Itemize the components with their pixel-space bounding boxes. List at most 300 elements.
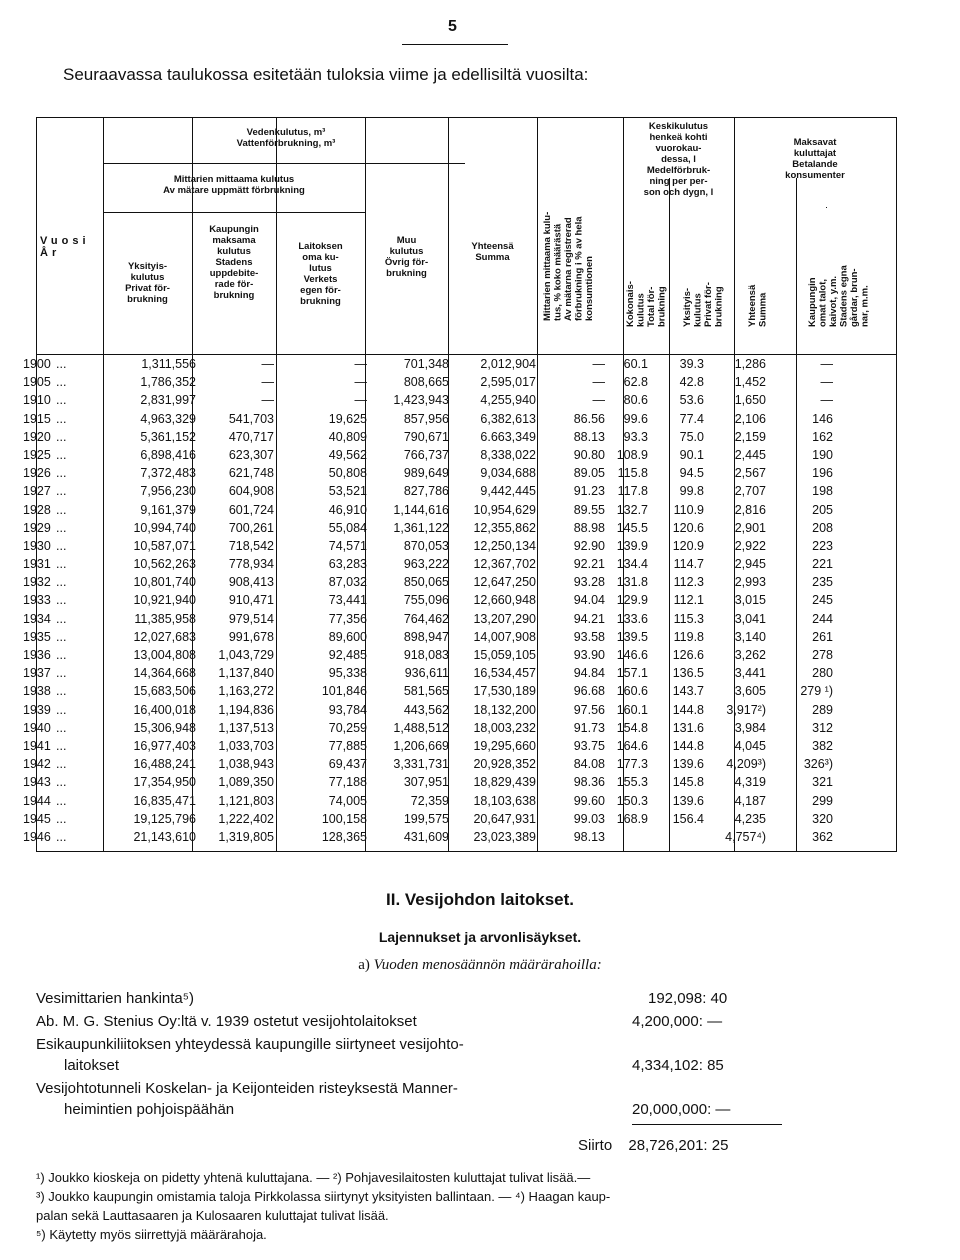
cell-col-6: —	[592, 375, 605, 390]
leader-dots: ...	[56, 429, 67, 444]
cell-col-8: 77.4	[679, 411, 704, 426]
cell-col-1: 10,994,740	[133, 520, 196, 535]
cell-year: 1932	[23, 575, 51, 590]
cell-col-3: 49,562	[328, 447, 367, 462]
leader-dots: ...	[56, 411, 67, 426]
cell-col-1: 16,400,018	[133, 702, 196, 717]
siirto-line	[578, 1137, 728, 1154]
cell-col-4: 199,575	[403, 811, 449, 826]
cell-col-5: 18,829,439	[473, 775, 536, 790]
cell-col-1: 1,311,556	[141, 357, 196, 371]
cell-col-10: 208	[812, 520, 833, 535]
item-amount-3: 4,334,102: 85	[632, 1057, 724, 1074]
cell-col-4: 764,462	[403, 611, 449, 626]
cell-col-2: 1,089,350	[218, 775, 274, 790]
cell-col-3: 93,784	[328, 702, 367, 717]
cell-col-3: —	[354, 375, 367, 390]
cell-col-3: 50,808	[328, 466, 367, 481]
header-maksavat: Maksavat kuluttajat Betalande konsumenter	[785, 137, 845, 181]
table-row	[23, 611, 896, 629]
cell-col-5: 17,530,189	[473, 684, 536, 699]
cell-col-4: 3,331,731	[393, 757, 449, 772]
cell-col-3: —	[354, 357, 367, 371]
table-row	[23, 465, 896, 483]
leader-dots: ...	[56, 666, 67, 681]
cell-year: 1925	[23, 447, 51, 462]
cell-col-3: 101,846	[321, 684, 367, 699]
cell-col-5: 20,928,352	[473, 757, 536, 772]
cell-col-10: —	[820, 393, 833, 408]
cell-col-7: 177.3	[616, 757, 648, 772]
cell-col-8: 144.8	[672, 702, 704, 717]
cell-col-3: 74,571	[328, 538, 367, 553]
cell-year: 1900	[23, 357, 51, 371]
table-row	[23, 483, 896, 501]
cell-col-8: 156.4	[672, 811, 704, 826]
leader-dots: ...	[56, 375, 67, 390]
header-yhteensa2: Yhteensä Summa	[747, 284, 769, 327]
cell-col-8: 112.3	[673, 575, 704, 590]
cell-col-3: 74,005	[328, 793, 367, 808]
section-subtitle: Lajennukset ja arvonlisäykset.	[378, 929, 582, 945]
header-kaupungin-talot: Kaupungin omat talot, kaivot, y.m. Stadens egna gårdar, brun- nar, m.m.	[807, 265, 871, 327]
cell-col-7: 134.4	[616, 557, 648, 572]
cell-col-7: 164.6	[616, 738, 648, 753]
cell-col-7: 129.9	[616, 593, 648, 608]
leader-dots: ...	[56, 575, 67, 590]
cell-col-7: 117.8	[617, 484, 648, 499]
cell-col-5: 12,367,702	[473, 557, 536, 572]
cell-col-4: 1,423,943	[393, 393, 449, 408]
cell-col-9: 2,922	[734, 538, 766, 553]
header-yksityis: Yksityis- kulutus Privat för- brukning	[125, 261, 170, 305]
cell-col-9: 2,159	[734, 429, 766, 444]
header-mittaam-pct: Mittarien mittaama kulu- tus, % koko määrästä Av mätarna registrerad förbrukning i % av hela konsumtionen	[542, 211, 595, 321]
cell-col-4: 307,951	[403, 775, 449, 790]
cell-col-6: —	[592, 357, 605, 371]
cell-col-6: 99.60	[573, 793, 605, 808]
cell-col-3: 95,338	[328, 666, 367, 681]
cell-col-10: 362	[812, 829, 833, 844]
leader-dots: ...	[56, 593, 67, 608]
cell-col-3: 92,485	[328, 648, 367, 662]
cell-col-6: 94.21	[573, 611, 605, 626]
cell-col-10: 196	[812, 466, 833, 481]
cell-col-10: 382	[812, 738, 833, 753]
cell-year: 1927	[23, 484, 51, 499]
page-number: 5	[448, 18, 457, 35]
item-label-1: Vesimittarien hankinta⁵)	[36, 990, 194, 1007]
cell-col-2: 1,137,840	[218, 666, 274, 681]
cell-col-10: 326³)	[803, 757, 833, 772]
cell-col-7: 60.1	[623, 357, 648, 371]
cell-col-5: 2,595,017	[480, 375, 536, 390]
cell-col-2: 700,261	[228, 520, 274, 535]
cell-col-6: —	[592, 393, 605, 408]
cell-col-2: 1,194,836	[218, 702, 274, 717]
cell-col-1: 10,801,740	[133, 575, 196, 590]
cell-col-9: 2,945	[734, 557, 766, 572]
cell-col-10: 235	[812, 575, 833, 590]
cell-col-7: 146.6	[616, 648, 648, 662]
cell-col-5: 18,132,200	[473, 702, 536, 717]
cell-col-9: 2,567	[734, 466, 766, 481]
cell-col-8: 139.6	[672, 793, 704, 808]
cell-col-2: 991,678	[228, 629, 274, 644]
header-muu: Muu kulutus Övrig för- brukning	[384, 235, 429, 279]
cell-col-7: 131.8	[616, 575, 648, 590]
table-row	[23, 793, 896, 811]
section-title: II. Vesijohdon laitokset.	[386, 890, 574, 909]
cell-col-3: 40,809	[328, 429, 367, 444]
cell-col-4: 936,611	[404, 666, 449, 681]
leader-dots: ...	[56, 648, 67, 662]
leader-dots: ...	[56, 738, 67, 753]
cell-col-10: 244	[812, 611, 833, 626]
siirto-label: Siirto	[578, 1137, 613, 1154]
cell-col-5: 6.663,349	[480, 429, 536, 444]
table-row	[23, 520, 896, 538]
cell-col-9: 1,286	[734, 357, 766, 371]
cell-col-10: 223	[812, 538, 833, 553]
leader-dots: ...	[56, 357, 67, 371]
cell-col-1: 7,956,230	[140, 484, 196, 499]
cell-col-8: 144.8	[672, 738, 704, 753]
cell-col-2: 1,137,513	[218, 720, 274, 735]
cell-year: 1930	[23, 538, 51, 553]
table-row	[23, 647, 896, 665]
cell-col-1: 17,354,950	[133, 775, 196, 790]
cell-col-7: 99.6	[623, 411, 648, 426]
cell-col-1: 1,786,352	[140, 375, 196, 390]
cell-col-5: 23,023,389	[473, 829, 536, 844]
cell-col-7: 62.8	[623, 375, 648, 390]
header-laitoksen: Laitoksen oma ku- lutus Verkets egen för- brukning	[298, 241, 343, 307]
cell-col-9: 2,707	[734, 484, 766, 499]
cell-col-5: 19,295,660	[473, 738, 536, 753]
cell-col-4: 1,144,616	[393, 502, 449, 517]
cell-col-7: 160.1	[616, 702, 648, 717]
cell-col-5: 14,007,908	[473, 629, 536, 644]
cell-col-2: —	[261, 375, 274, 390]
cell-col-9: 3,140	[734, 629, 766, 644]
cell-col-8: 145.8	[672, 775, 704, 790]
leader-dots: ...	[56, 629, 67, 644]
leader-dots: ...	[56, 466, 67, 481]
cell-col-2: 470,717	[228, 429, 274, 444]
cell-col-3: 77,356	[328, 611, 367, 626]
cell-year: 1931	[23, 557, 51, 572]
cell-col-6: 93.90	[573, 648, 605, 662]
cell-col-10: 162	[812, 429, 833, 444]
cell-col-3: 70,259	[328, 720, 367, 735]
cell-year: 1936	[23, 648, 51, 662]
cell-col-4: 870,053	[403, 538, 449, 553]
leader-dots: ...	[56, 393, 67, 408]
cell-col-2: 718,542	[228, 538, 274, 553]
table-body	[23, 356, 896, 847]
cell-col-8: 94.5	[679, 466, 704, 481]
table-row	[23, 592, 896, 610]
cell-col-4: 963,222	[403, 557, 449, 572]
cell-col-2: 979,514	[228, 611, 274, 626]
cell-col-3: 63,283	[328, 557, 367, 572]
cell-col-10: 245	[812, 593, 833, 608]
cell-col-9: 3,262	[734, 648, 766, 662]
cell-col-8: 114.7	[673, 557, 704, 572]
cell-col-2: —	[261, 393, 274, 408]
cell-col-9: 3,917²)	[726, 702, 766, 717]
cell-col-3: 55,084	[328, 520, 367, 535]
table-row	[23, 702, 896, 720]
cell-col-7: 150.3	[616, 793, 648, 808]
cell-col-1: 16,835,471	[133, 793, 196, 808]
cell-col-2: 623,307	[228, 447, 274, 462]
cell-year: 1945	[23, 811, 51, 826]
leader-dots: ...	[56, 684, 67, 699]
table-row	[23, 774, 896, 792]
cell-col-5: 4,255,940	[480, 393, 536, 408]
cell-col-10: 221	[812, 557, 833, 572]
cell-col-7: 155.3	[616, 775, 648, 790]
cell-col-3: 19,625	[328, 411, 367, 426]
cell-col-8: 136.5	[672, 666, 704, 681]
header-mittarien: Mittarien mittaama kulutus Av mätare uppmätt förbrukning	[163, 174, 305, 196]
cell-col-2: 1,043,729	[218, 648, 274, 662]
cell-col-2: —	[261, 357, 274, 371]
cell-col-7: 115.8	[617, 466, 648, 481]
table-row	[23, 411, 896, 429]
cell-col-3: 69,437	[328, 757, 367, 772]
cell-col-5: 15,059,105	[473, 648, 536, 662]
cell-col-9: 2,993	[734, 575, 766, 590]
section-subheading	[0, 957, 960, 974]
cell-col-3: 128,365	[321, 829, 367, 844]
cell-col-5: 9,034,688	[480, 466, 536, 481]
cell-col-4: 443,562	[403, 702, 449, 717]
cell-col-4: 827,786	[403, 484, 449, 499]
cell-col-5: 18,103,638	[473, 793, 536, 808]
item-amount-2: 4,200,000: —	[632, 1013, 723, 1030]
table-row	[23, 392, 896, 410]
cell-col-4: 431,609	[403, 829, 449, 844]
cell-col-5: 10,954,629	[473, 502, 536, 517]
cell-col-7: 133.6	[616, 611, 648, 626]
cell-col-10: 320	[812, 811, 833, 826]
cell-col-6: 88.13	[573, 429, 605, 444]
cell-col-8: 131.6	[672, 720, 704, 735]
header-keskikulutus: Keskikulutus henkeä kohti vuorokau- dessa, l Medelförbruk- ning per per- son och dygn, l	[643, 121, 714, 198]
cell-col-4: 766,737	[403, 447, 449, 462]
cell-col-8: 42.8	[679, 375, 704, 390]
table-row	[23, 756, 896, 774]
cell-col-9: 3,015	[734, 593, 766, 608]
cell-col-4: 918,083	[403, 648, 449, 662]
cell-col-10: 261	[812, 629, 833, 644]
cell-col-10: 205	[812, 502, 833, 517]
cell-year: 1938	[23, 684, 51, 699]
cell-year: 1933	[23, 593, 51, 608]
cell-col-5: 9,442,445	[480, 484, 536, 499]
cell-col-3: 87,032	[328, 575, 367, 590]
cell-col-6: 84.08	[573, 757, 605, 772]
cell-col-1: 15,683,506	[133, 684, 196, 699]
cell-col-9: 4,319	[734, 775, 766, 790]
cell-col-1: 21,143,610	[133, 829, 196, 844]
cell-col-9: 1,650	[734, 393, 766, 408]
cell-col-10: 198	[812, 484, 833, 499]
cell-col-4: 790,671	[403, 429, 449, 444]
cell-col-1: 15,306,948	[133, 720, 196, 735]
item-label-2: Ab. M. G. Stenius Oy:ltä v. 1939 ostetut vesijohtolaitokset	[36, 1013, 417, 1030]
cell-col-9: 2,901	[734, 520, 766, 535]
cell-col-1: 5,361,152	[140, 429, 196, 444]
cell-col-4: 755,096	[403, 593, 449, 608]
cell-col-9: 2,816	[734, 502, 766, 517]
leader-dots: ...	[56, 811, 67, 826]
table-row	[23, 502, 896, 520]
cell-col-9: 4,187	[734, 793, 766, 808]
footnote-1: ¹) Joukko kioskeja on pidetty yhtenä kuluttajana. — ²) Pohjavesilaitosten kuluttajat tulivat lisää.—	[36, 1170, 591, 1185]
cell-col-8: 75.0	[679, 429, 704, 444]
cell-col-2: 621,748	[228, 466, 274, 481]
cell-col-6: 94.04	[573, 593, 605, 608]
cell-col-5: 16,534,457	[473, 666, 536, 681]
cell-col-8: 120.9	[672, 538, 704, 553]
header-yhteensa: Yhteensä Summa	[471, 241, 514, 263]
table-row	[23, 538, 896, 556]
cell-col-7: 132.7	[616, 502, 648, 517]
cell-col-9: 4,045	[734, 738, 766, 753]
cell-col-9: 3,984	[734, 720, 766, 735]
cell-col-2: 1,038,943	[218, 757, 274, 772]
cell-col-10: 299	[812, 793, 833, 808]
cell-col-6: 89.55	[573, 502, 605, 517]
table-row	[23, 738, 896, 756]
cell-col-3: 77,885	[328, 738, 367, 753]
cell-col-8: 90.1	[679, 447, 704, 462]
leader-dots: ...	[56, 702, 67, 717]
cell-col-5: 18,003,232	[473, 720, 536, 735]
leader-dots: ...	[56, 775, 67, 790]
table-row	[23, 665, 896, 683]
cell-col-7: 160.6	[616, 684, 648, 699]
cell-col-6: 86.56	[573, 411, 605, 426]
cell-col-5: 8,338,022	[480, 447, 536, 462]
leader-dots: ...	[56, 611, 67, 626]
cell-year: 1939	[23, 702, 51, 717]
cell-col-6: 98.13	[573, 829, 605, 844]
cell-col-2: 1,319,805	[218, 829, 274, 844]
table-row	[23, 556, 896, 574]
cell-col-7: 80.6	[623, 393, 648, 408]
cell-col-6: 94.84	[573, 666, 605, 681]
cell-col-1: 2,831,997	[140, 393, 196, 408]
item-label-4b: heimintien pohjoispäähän	[64, 1101, 235, 1118]
subheading-prefix: a)	[358, 957, 370, 973]
cell-col-5: 13,207,290	[473, 611, 536, 626]
cell-col-9: 4,235	[734, 811, 766, 826]
cell-col-3: 46,910	[328, 502, 367, 517]
item-label-3: Esikaupunkiliitoksen yhteydessä kaupungille siirtyneet vesijohto-	[36, 1036, 464, 1053]
cell-col-5: 12,660,948	[473, 593, 536, 608]
leader-dots: ...	[56, 484, 67, 499]
cell-col-8: 112.1	[673, 593, 704, 608]
water-consumption-table	[23, 117, 896, 852]
cell-col-7: 154.8	[616, 720, 648, 735]
cell-col-2: 1,121,803	[218, 793, 274, 808]
cell-col-7: 145.5	[616, 520, 648, 535]
cell-col-1: 14,364,668	[133, 666, 196, 681]
cell-col-4: 1,488,512	[393, 720, 449, 735]
cell-col-1: 10,587,071	[133, 538, 196, 553]
cell-col-5: 20,647,931	[473, 811, 536, 826]
cell-year: 1937	[23, 666, 51, 681]
item-label-3b: laitokset	[64, 1057, 120, 1074]
cell-col-7: 168.9	[616, 811, 648, 826]
cell-col-4: 581,565	[403, 684, 449, 699]
cell-col-10: 146	[812, 411, 833, 426]
cell-col-5: 12,250,134	[473, 538, 536, 553]
cell-col-1: 4,963,329	[140, 411, 196, 426]
cell-col-1: 11,385,958	[134, 611, 196, 626]
cell-col-6: 88.98	[573, 520, 605, 535]
cell-col-6: 97.56	[573, 702, 605, 717]
cell-year: 1926	[23, 466, 51, 481]
cell-col-6: 92.90	[573, 538, 605, 553]
cell-col-2: 1,222,402	[218, 811, 274, 826]
cell-col-6: 96.68	[573, 684, 605, 699]
leader-dots: ...	[56, 720, 67, 735]
leader-dots: ...	[56, 520, 67, 535]
cell-col-6: 93.28	[573, 575, 605, 590]
cell-col-5: 2,012,904	[480, 357, 536, 371]
cell-col-1: 9,161,379	[140, 502, 196, 517]
cell-col-2: 1,033,703	[218, 738, 274, 753]
cell-col-1: 12,027,683	[133, 629, 196, 644]
cell-col-9: 3,041	[734, 611, 766, 626]
cell-col-8: 126.6	[672, 648, 704, 662]
cell-col-8: 115.3	[673, 611, 704, 626]
table-row	[23, 447, 896, 465]
cell-year: 1934	[23, 611, 51, 626]
cell-col-1: 10,921,940	[133, 593, 196, 608]
cell-col-10: 190	[812, 447, 833, 462]
cell-col-4: 989,649	[403, 466, 449, 481]
sum-rule	[632, 1124, 782, 1125]
cell-col-6: 92.21	[573, 557, 605, 572]
cell-col-8: 39.3	[679, 357, 704, 371]
cell-col-5: 12,647,250	[473, 575, 536, 590]
table-row	[23, 356, 896, 374]
cell-col-6: 91.23	[573, 484, 605, 499]
cell-col-8: 143.7	[672, 684, 704, 699]
cell-col-7: 157.1	[616, 666, 648, 681]
cell-year: 1946	[23, 829, 51, 844]
table-row	[23, 429, 896, 447]
intro-text: Seuraavassa taulukossa esitetään tuloksia viime ja edellisiltä vuosilta:	[63, 65, 589, 84]
cell-year: 1910	[23, 393, 51, 408]
cell-col-2: 1,163,272	[218, 684, 274, 699]
cell-col-10: —	[820, 375, 833, 390]
cell-col-10: 280	[812, 666, 833, 681]
cell-col-9: 1,452	[734, 375, 766, 390]
table-row	[23, 811, 896, 829]
cell-col-8: 99.8	[679, 484, 704, 499]
cell-year: 1943	[23, 775, 51, 790]
cell-col-5: 12,355,862	[473, 520, 536, 535]
cell-col-3: 73,441	[328, 593, 367, 608]
